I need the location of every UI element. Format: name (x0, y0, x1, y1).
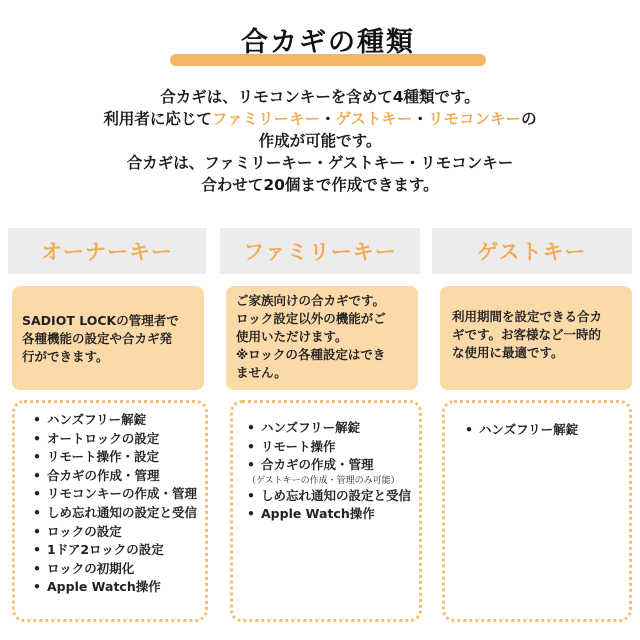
list-item: • Apple Watch操作 (33, 578, 205, 597)
intro-line-1: 合カギは、リモコンキーを含めて4種類です。 (160, 88, 480, 106)
intro-line-4: 合カギは、ファミリーキー・ゲストキー・リモコンキー (126, 154, 514, 172)
intro-text (0, 86, 640, 196)
description-line: ギです。お客様など一時的 (452, 327, 602, 342)
description-line: ロック設定以外の機能がご (236, 311, 386, 326)
intro-sep-1: ・ (320, 110, 336, 128)
list-item: • リモート操作・設定 (33, 448, 205, 467)
intro-line-2 (0, 108, 640, 130)
feature-note: （ゲストキーの作成・管理のみ可能） (247, 475, 400, 486)
owner-key-features (12, 400, 208, 622)
intro-line-2-pre: 利用者に応じて (103, 110, 212, 128)
list-item: • ハンズフリー解錠 (33, 411, 205, 430)
owner-key-header: オーナーキー (8, 228, 206, 274)
description-line: 使用いただけます。 (236, 329, 348, 344)
list-item: • リモート操作 (247, 438, 419, 457)
intro-line-2-post: の (521, 110, 537, 128)
list-item: • しめ忘れ通知の設定と受信 (247, 487, 419, 506)
list-item: • ロックの設定 (33, 523, 205, 542)
intro-guest-key: ゲストキー (335, 110, 413, 128)
description-line: 各種機能の設定や合カギ発 (22, 331, 173, 346)
description-line: ません。 (236, 365, 287, 380)
page-title: 合カギの種類 (241, 27, 415, 58)
list-item: • 合カギの作成・管理 (33, 467, 205, 486)
intro-line-3: 作成が可能です。 (258, 132, 382, 150)
guest-key-features (442, 400, 632, 622)
feature-list (33, 411, 205, 597)
family-key-features (230, 400, 422, 622)
list-item: • 合カギの作成・管理 (247, 456, 419, 475)
guest-key-description (440, 286, 632, 390)
feature-list (465, 421, 629, 440)
list-item: • ハンズフリー解錠 (465, 421, 629, 440)
feature-list (247, 419, 419, 524)
description-line: 利用期間を設定できる合カ (452, 309, 603, 324)
title-area (170, 18, 486, 68)
description-line: ご家族向けの合カギです。 (236, 293, 386, 308)
description-line: 行ができます。 (22, 349, 109, 364)
guest-key-header: ゲストキー (432, 228, 632, 274)
description-line: SADIOT LOCKの管理者で (22, 313, 179, 328)
list-item: • 1ドア2ロックの設定 (33, 541, 205, 560)
list-item: • しめ忘れ通知の設定と受信 (33, 504, 205, 523)
intro-remote-key: リモコンキー (428, 110, 522, 128)
intro-family-key: ファミリーキー (211, 110, 321, 128)
intro-line-5: 合わせて20個まで作成できます。 (201, 176, 439, 194)
intro-sep-2: ・ (412, 110, 429, 128)
list-item: • オートロックの設定 (33, 430, 205, 449)
description-line: な使用に最適です。 (452, 345, 564, 360)
family-key-description (226, 286, 418, 390)
family-key-header: ファミリーキー (220, 228, 420, 274)
owner-key-description (12, 286, 204, 390)
list-item: • リモコンキーの作成・管理 (33, 485, 205, 504)
list-item: • Apple Watch操作 (247, 505, 419, 524)
list-item: • ロックの初期化 (33, 560, 205, 579)
list-item: • ハンズフリー解錠 (247, 419, 419, 438)
description-line: ※ロックの各種設定はでき (236, 347, 386, 362)
